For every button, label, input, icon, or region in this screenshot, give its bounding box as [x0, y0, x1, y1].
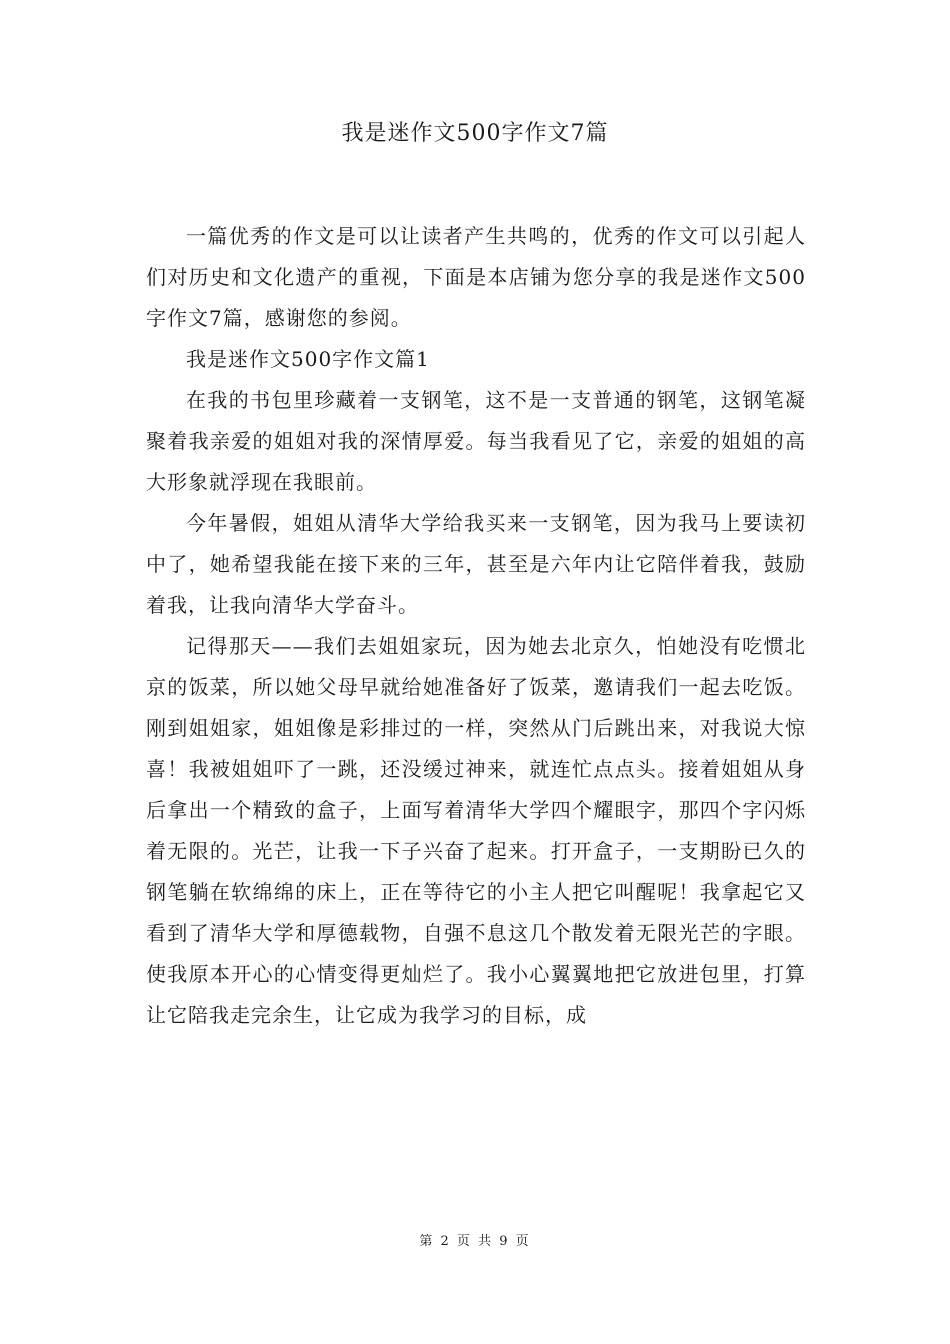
document-title: 我是迷作文500字作文7篇 — [341, 121, 609, 146]
body-paragraph-2: 今年暑假，姐姐从清华大学给我买来一支钢笔，因为我马上要读初中了，她希望我能在接下来的三年，甚至是六年内让它陪伴着我，鼓励着我，让我向清华大学奋斗。 — [146, 511, 806, 617]
page-number-footer: 第 2 页 共 9 页 — [419, 1234, 531, 1249]
document-body — [146, 216, 806, 1036]
body-paragraph-3: 记得那天——我们去姐姐家玩，因为她去北京久，怕她没有吃惯北京的饭菜，所以她父母早就给她准备好了饭菜，邀请我们一起去吃饭。刚到姐姐家，姐姐像是彩排过的一样，突然从门后跳出来，对我说大惊喜！我被姐姐吓了一跳，还没缓过神来，就连忙点点头。接着姐姐从身后拿出一个精致的盒子，上面写着清华大学四个耀眼字，那四个字闪烁着无限的。光芒，让我一下子兴奋了起来。打开盒子，一支期盼已久的钢笔躺在软绵绵的床上，正在等待它的小主人把它叫醒呢！我拿起它又看到了清华大学和厚德载物，自强不息这几个散发着无限光芒的字眼。使我原本开心的心情变得更灿烂了。我小心翼翼地把它放进包里，打算让它陪我走完余生，让它成为我学习的目标，成 — [146, 634, 806, 1027]
intro-paragraph: 一篇优秀的作文是可以让读者产生共鸣的，优秀的作文可以引起人们对历史和文化遗产的重视，下面是本店铺为您分享的我是迷作文500字作文7篇，感谢您的参阅。 — [146, 224, 806, 330]
body-paragraph-1: 在我的书包里珍藏着一支钢笔，这不是一支普通的钢笔，这钢笔凝聚着我亲爱的姐姐对我的深情厚爱。每当我看见了它，亲爱的姐姐的高大形象就浮现在我眼前。 — [146, 388, 806, 494]
section-heading: 我是迷作文500字作文篇1 — [186, 347, 430, 371]
